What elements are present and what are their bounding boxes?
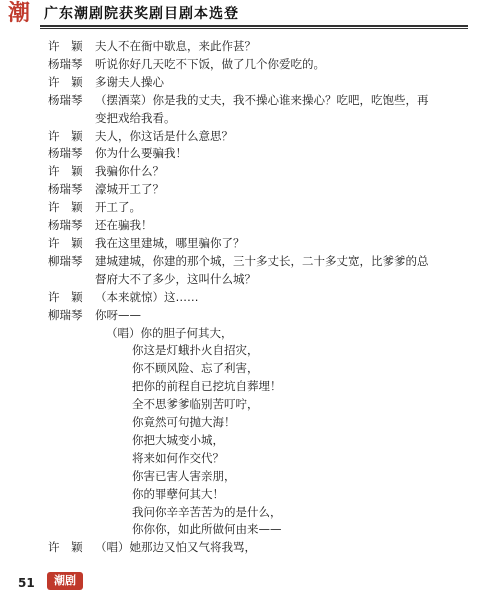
script-body [0,38,490,557]
dialogue-line: 督府大不了多少，这叫什么城？ [95,271,256,286]
dialogue-line: 你你你，如此所做何由来—— [132,522,282,537]
speaker-name: 许 颖 [48,164,87,179]
speaker-name: 许 颖 [48,235,87,250]
speaker-name: 许 颖 [48,128,87,143]
dialogue-line: 夫人不在衙中歇息，来此作甚？ [95,39,256,53]
speaker-name: 杨瑞琴 [48,56,83,71]
dialogue-row [0,539,490,557]
dialogue-row [0,145,490,163]
dialogue-line: 变把戏给我看。 [95,110,176,125]
dialogue-line: （摆酒菜）你是我的丈夫，我不操心谁来操心？吃吧，吃饱些，再 [95,92,429,107]
dialogue-row [0,56,490,74]
dialogue-row [0,289,490,307]
speaker-name: 许 颖 [48,289,87,304]
speaker-name: 杨瑞琴 [48,92,83,107]
dialogue-line: 全不思爹爹临别苦叮咛， [132,397,259,412]
dialogue-row [0,163,490,181]
dialogue-row [0,74,490,92]
page-header [0,0,490,26]
dialogue-row [0,235,490,253]
dialogue-row [0,307,490,540]
speaker-name: 杨瑞琴 [48,146,83,161]
dialogue-line: 开工了。 [95,200,141,215]
dialogue-line: 建城建城，你建的那个城，三十多丈长，二十多丈宽，比爹爹的总 [95,253,429,268]
dialogue-line: 将来如何作交代？ [132,450,224,465]
header-divider-thin [40,28,468,29]
speaker-name: 许 颖 [48,74,87,89]
book-title: 广东潮剧院获奖剧目剧本选登 [44,6,239,22]
dialogue-line: 你为什么要骗我！ [95,146,187,161]
speaker-name: 杨瑞琴 [48,218,83,233]
dialogue-line: （唱）她那边又怕又气将我骂， [95,540,256,555]
dialogue-line: （唱）你的胆子何其大， [106,325,233,340]
dialogue-line: 你害已害人害亲朋， [132,468,236,483]
chaoju-logo-icon: 潮 [7,0,30,26]
dialogue-line: 多谢夫人操心 [95,74,164,89]
speaker-name: 许 颖 [48,540,87,555]
dialogue-line: 你不顾风险、忘了利害， [132,361,259,376]
page-number: 51 [18,576,35,590]
dialogue-line: 我问你辛辛苦苦为的是什么， [132,504,282,519]
dialogue-line: 听说你好几天吃不下饭，做了几个你爱吃的。 [95,56,325,71]
speaker-name: 杨瑞琴 [48,182,83,197]
speaker-name: 柳瑞琴 [48,307,83,322]
dialogue-line: 我在这里建城，哪里骗你了？ [95,235,245,250]
dialogue-line: 濠城开工了？ [95,182,164,197]
dialogue-line: 还在骗我！ [95,218,153,233]
dialogue-line: 你这是灯蛾扑火自招灾， [132,343,259,358]
dialogue-line: 把你的前程自已挖坑自葬埋！ [132,379,282,394]
dialogue-row [0,92,490,128]
dialogue-row [0,181,490,199]
dialogue-line: 夫人，你这话是什么意思？ [95,128,233,143]
dialogue-line: （本来就惊）这…… [95,289,199,304]
dialogue-row [0,199,490,217]
dialogue-line: 你呀—— [95,307,141,322]
chaoju-badge-icon: 潮剧 [47,572,83,590]
dialogue-line: 你把大城变小城， [132,432,224,447]
dialogue-line: 你竟然可句抛大海！ [132,415,236,430]
dialogue-line: 你的罪孽何其大！ [132,486,224,501]
dialogue-row [0,253,490,289]
speaker-name: 许 颖 [48,39,87,53]
speaker-name: 许 颖 [48,200,87,215]
header-divider [40,25,468,27]
speaker-name: 柳瑞琴 [48,253,83,268]
dialogue-row [0,128,490,146]
dialogue-row [0,38,490,56]
dialogue-line: 我骗你什么？ [95,164,164,179]
dialogue-row [0,217,490,235]
